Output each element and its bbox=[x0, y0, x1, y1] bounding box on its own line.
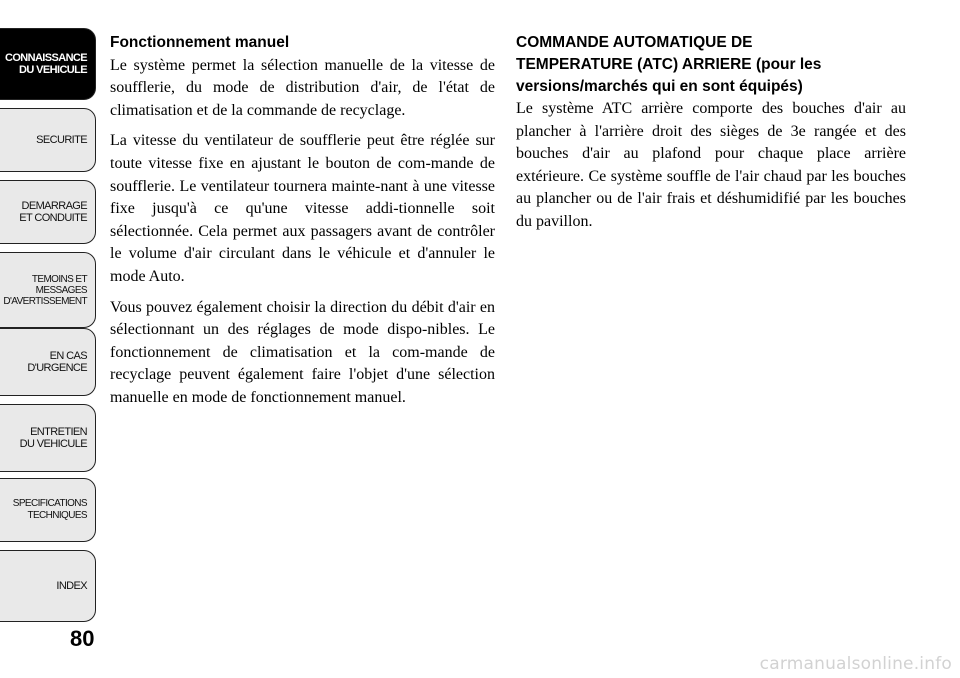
watermark-text: carmanualsonline.info bbox=[759, 654, 952, 674]
right-column bbox=[516, 32, 906, 242]
tab-label-line: EN CAS bbox=[49, 350, 87, 362]
tab-label-line: ENTRETIEN bbox=[30, 426, 87, 438]
section-heading-line: COMMANDE AUTOMATIQUE DE bbox=[516, 34, 753, 51]
page-number: 80 bbox=[70, 626, 95, 651]
paragraph: La vitesse du ventilateur de soufflerie peut être réglée sur toute vitesse fixe en ajustant le bouton de com-mande de soufflerie. Le ventilateur tournera mainte-nant à une vitesse fixe jusqu'à ce qu'une vitesse addi-tionnelle soit sélectionnée. Cela permet aux passagers avant de contrôler le volume d'air circulant dans le véhicule et d'annuler le mode Auto. bbox=[110, 132, 495, 285]
tab-label-line: SECURITE bbox=[36, 134, 87, 146]
section-tabs bbox=[0, 0, 100, 640]
tab-label-line: TEMOINS ET bbox=[31, 273, 87, 285]
left-column bbox=[110, 32, 495, 418]
tab-specifications-techniques[interactable] bbox=[0, 478, 96, 542]
tab-label-line: MESSAGES bbox=[35, 284, 87, 296]
tab-label-line: DEMARRAGE bbox=[21, 200, 87, 212]
tab-connaissance-du-vehicule[interactable] bbox=[0, 28, 96, 100]
tab-securite[interactable] bbox=[0, 108, 96, 172]
tab-label-line: D'AVERTISSEMENT bbox=[3, 295, 87, 307]
paragraph: Le système ATC arrière comporte des bouches d'air au plancher à l'arrière droit des sièges de 3e rangée et des bouches d'air au plafond pour chaque place arrière extérieure. Ce système souffle de l'air chaud par les bouches au plancher ou de l'air frais et déshumidifié par les bouches du pavillon. bbox=[516, 100, 906, 230]
paragraph: Le système permet la sélection manuelle de la vitesse de soufflerie, du mode de distribution d'air, de l'état de climatisation et de la commande de recyclage. bbox=[110, 56, 495, 119]
tab-label-line: ET CONDUITE bbox=[19, 212, 87, 224]
tab-label-line: TECHNIQUES bbox=[27, 510, 87, 521]
tab-label-line: INDEX bbox=[56, 580, 87, 592]
tab-label-line: D'URGENCE bbox=[27, 362, 87, 374]
section-heading: Fonctionnement manuel bbox=[110, 34, 290, 51]
section-heading-line: TEMPERATURE (ATC) ARRIERE (pour les bbox=[516, 56, 822, 73]
tab-entretien-du-vehicule[interactable] bbox=[0, 404, 96, 472]
tab-en-cas-d-urgence[interactable] bbox=[0, 328, 96, 396]
tab-label-line: CONNAISSANCE bbox=[4, 52, 87, 64]
tab-label-line: SPECIFICATIONS bbox=[12, 498, 87, 509]
tab-index[interactable] bbox=[0, 550, 96, 622]
tab-temoins-et-messages[interactable] bbox=[0, 252, 96, 328]
paragraph: Vous pouvez également choisir la direction du débit d'air en sélectionnant un des réglages de mode dispo-nibles. Le fonctionnement de climatisation et la com-mande de recyclage peuvent également faire l'objet d'une sélection manuelle en mode de fonctionnement manuel. bbox=[110, 298, 495, 406]
tab-label-line: DU VEHICULE bbox=[19, 64, 87, 76]
tab-demarrage-et-conduite[interactable] bbox=[0, 180, 96, 244]
section-heading-line: versions/marchés qui en sont équipés) bbox=[516, 78, 803, 95]
tab-label-line: DU VEHICULE bbox=[19, 438, 87, 450]
